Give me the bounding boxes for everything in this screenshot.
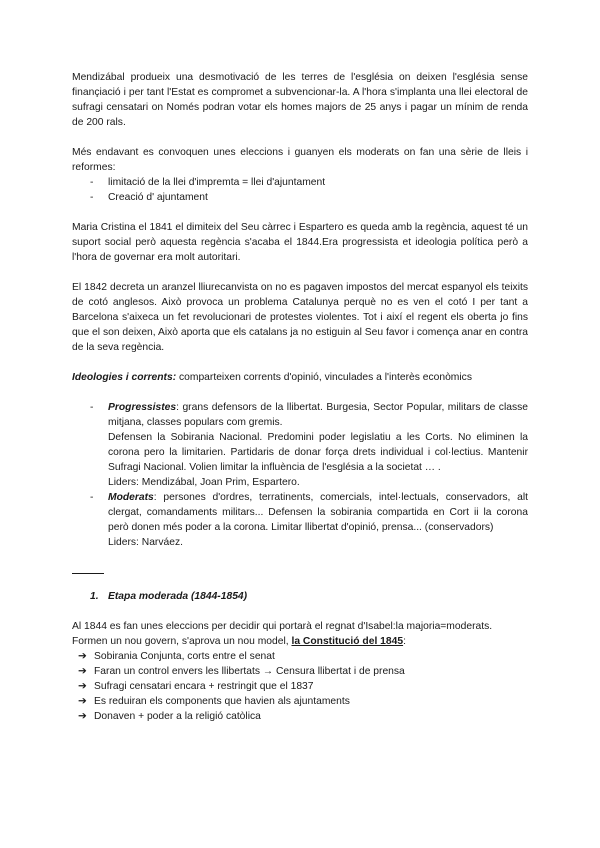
list-item: ➔ Faran un control envers les llibertats → Censura llibertat i de prensa	[78, 666, 405, 677]
list-item-progressistes	[90, 400, 528, 490]
progressistes-leaders: Liders: Mendizábal, Joan Prim, Espartero.	[108, 477, 300, 488]
constitution-intro: Al 1844 es fan unes eleccions per decidir qui portarà el regnat d'Isabel:la majoria=moderats. Formen un nou govern, s'aprova un nou model,	[72, 621, 493, 647]
section-number: 1.	[90, 591, 99, 602]
progressistes-details: Defensen la Sobirania Nacional. Predomini poder legislatiu a les Corts. No eliminen la corona pero la limitarien. Partidaris de donar força drets individual i col·lectius. Mantenir Sufragi Nacional. Volien limitar la influència de l'església a la societat … .	[108, 432, 528, 473]
ideologies-text: comparteixen corrents d'opinió, vinculades a l'interès econòmics	[176, 372, 472, 383]
moderats-leaders: Liders: Narváez.	[108, 537, 183, 548]
arrow-icon: ➔	[78, 681, 87, 692]
ideologies-heading: Ideologies i corrents:	[72, 372, 177, 383]
list-item: ➔ Donaven + poder a la religió catòlica	[78, 711, 261, 722]
arrow-icon: ➔	[78, 666, 87, 677]
arrow-icon: ➔	[78, 696, 87, 707]
constitution-colon: :	[403, 636, 406, 647]
section-title-text: Etapa moderada (1844-1854)	[108, 591, 248, 602]
progressistes-desc: : grans defensors de la llibertat. Burgesia, Sector Popular, militars de classe mitjana, classes populars com gremis.	[108, 402, 528, 428]
list-item: - Creació d' ajuntament	[90, 190, 528, 205]
list-item: - limitació de la llei d'impremta = llei d'ajuntament	[90, 175, 528, 190]
paragraph-mendizabal: Mendizábal produeix una desmotivació de les terres de l'església on deixen l'església sense finançiació i per tant l'Estat es compromet a subvencionar-la. A l'hora s'implanta una llei electoral de sufragi censatari on Només podran votar els homes majors de 25 anys i pagar un mínim de renda de 200 rals.	[72, 72, 528, 128]
moderats-desc: : persones d'ordres, terratinents, comercials, intel·lectuals, conservadors, alt clergat, comandaments militars... Defensen la sobirania compartida en Cort ii la corona però donen més poder a la corona. Limitar llibertat d'opinió, prensa... (conservadors)	[108, 492, 528, 533]
section-title	[72, 589, 528, 604]
document-page	[72, 70, 528, 724]
ideologies-paragraph	[72, 370, 528, 385]
arrow-icon: ➔	[78, 651, 87, 662]
constitution-list	[72, 649, 528, 724]
paragraph-elections: Més endavant es convoquen unes eleccions i guanyen els moderats on fan una sèrie de lleis i reformes:	[72, 147, 528, 173]
list-item: ➔ Sobirania Conjunta, corts entre el senat	[78, 651, 275, 662]
reforms-list	[72, 175, 528, 205]
paragraph-maria-cristina: Maria Cristina el 1841 el dimiteix del Seu càrrec i Espartero es queda amb la regència, aquest té un suport social però aquesta regència s'acaba el 1844.Era progressista et ideologia política però a l'hora de governar era molt autoritari.	[72, 222, 528, 263]
list-item: ➔ Sufragi censatari encara + restringit que el 1837	[78, 681, 314, 692]
paragraph-constitution	[72, 619, 528, 649]
progressistes-name: Progressistes	[108, 402, 177, 413]
constitution-name: la Constitució del 1845	[291, 636, 404, 647]
arrow-icon: ➔	[78, 711, 87, 722]
list-item: ➔ Es reduiran els components que havien als ajuntaments	[78, 696, 350, 707]
paragraph-aranzel: El 1842 decreta un aranzel lliurecanvista on no es pagaven impostos del mercat espanyol els teixits de cotó anglesos. Això provoca un problema Catalunya perquè no es ven el cotó I per tant a Barcelona s'aixeca un fet revolucionari de protestes violentes. Tot i així el regent els oberta jo fins que el son deixen, Això aporta que els catalans ja no estiguin al Seu favor i comença anar en contra de la seva regència.	[72, 282, 528, 353]
moderats-name: Moderats	[108, 492, 154, 503]
list-item-moderats	[90, 490, 528, 550]
ideologies-list	[72, 400, 528, 550]
